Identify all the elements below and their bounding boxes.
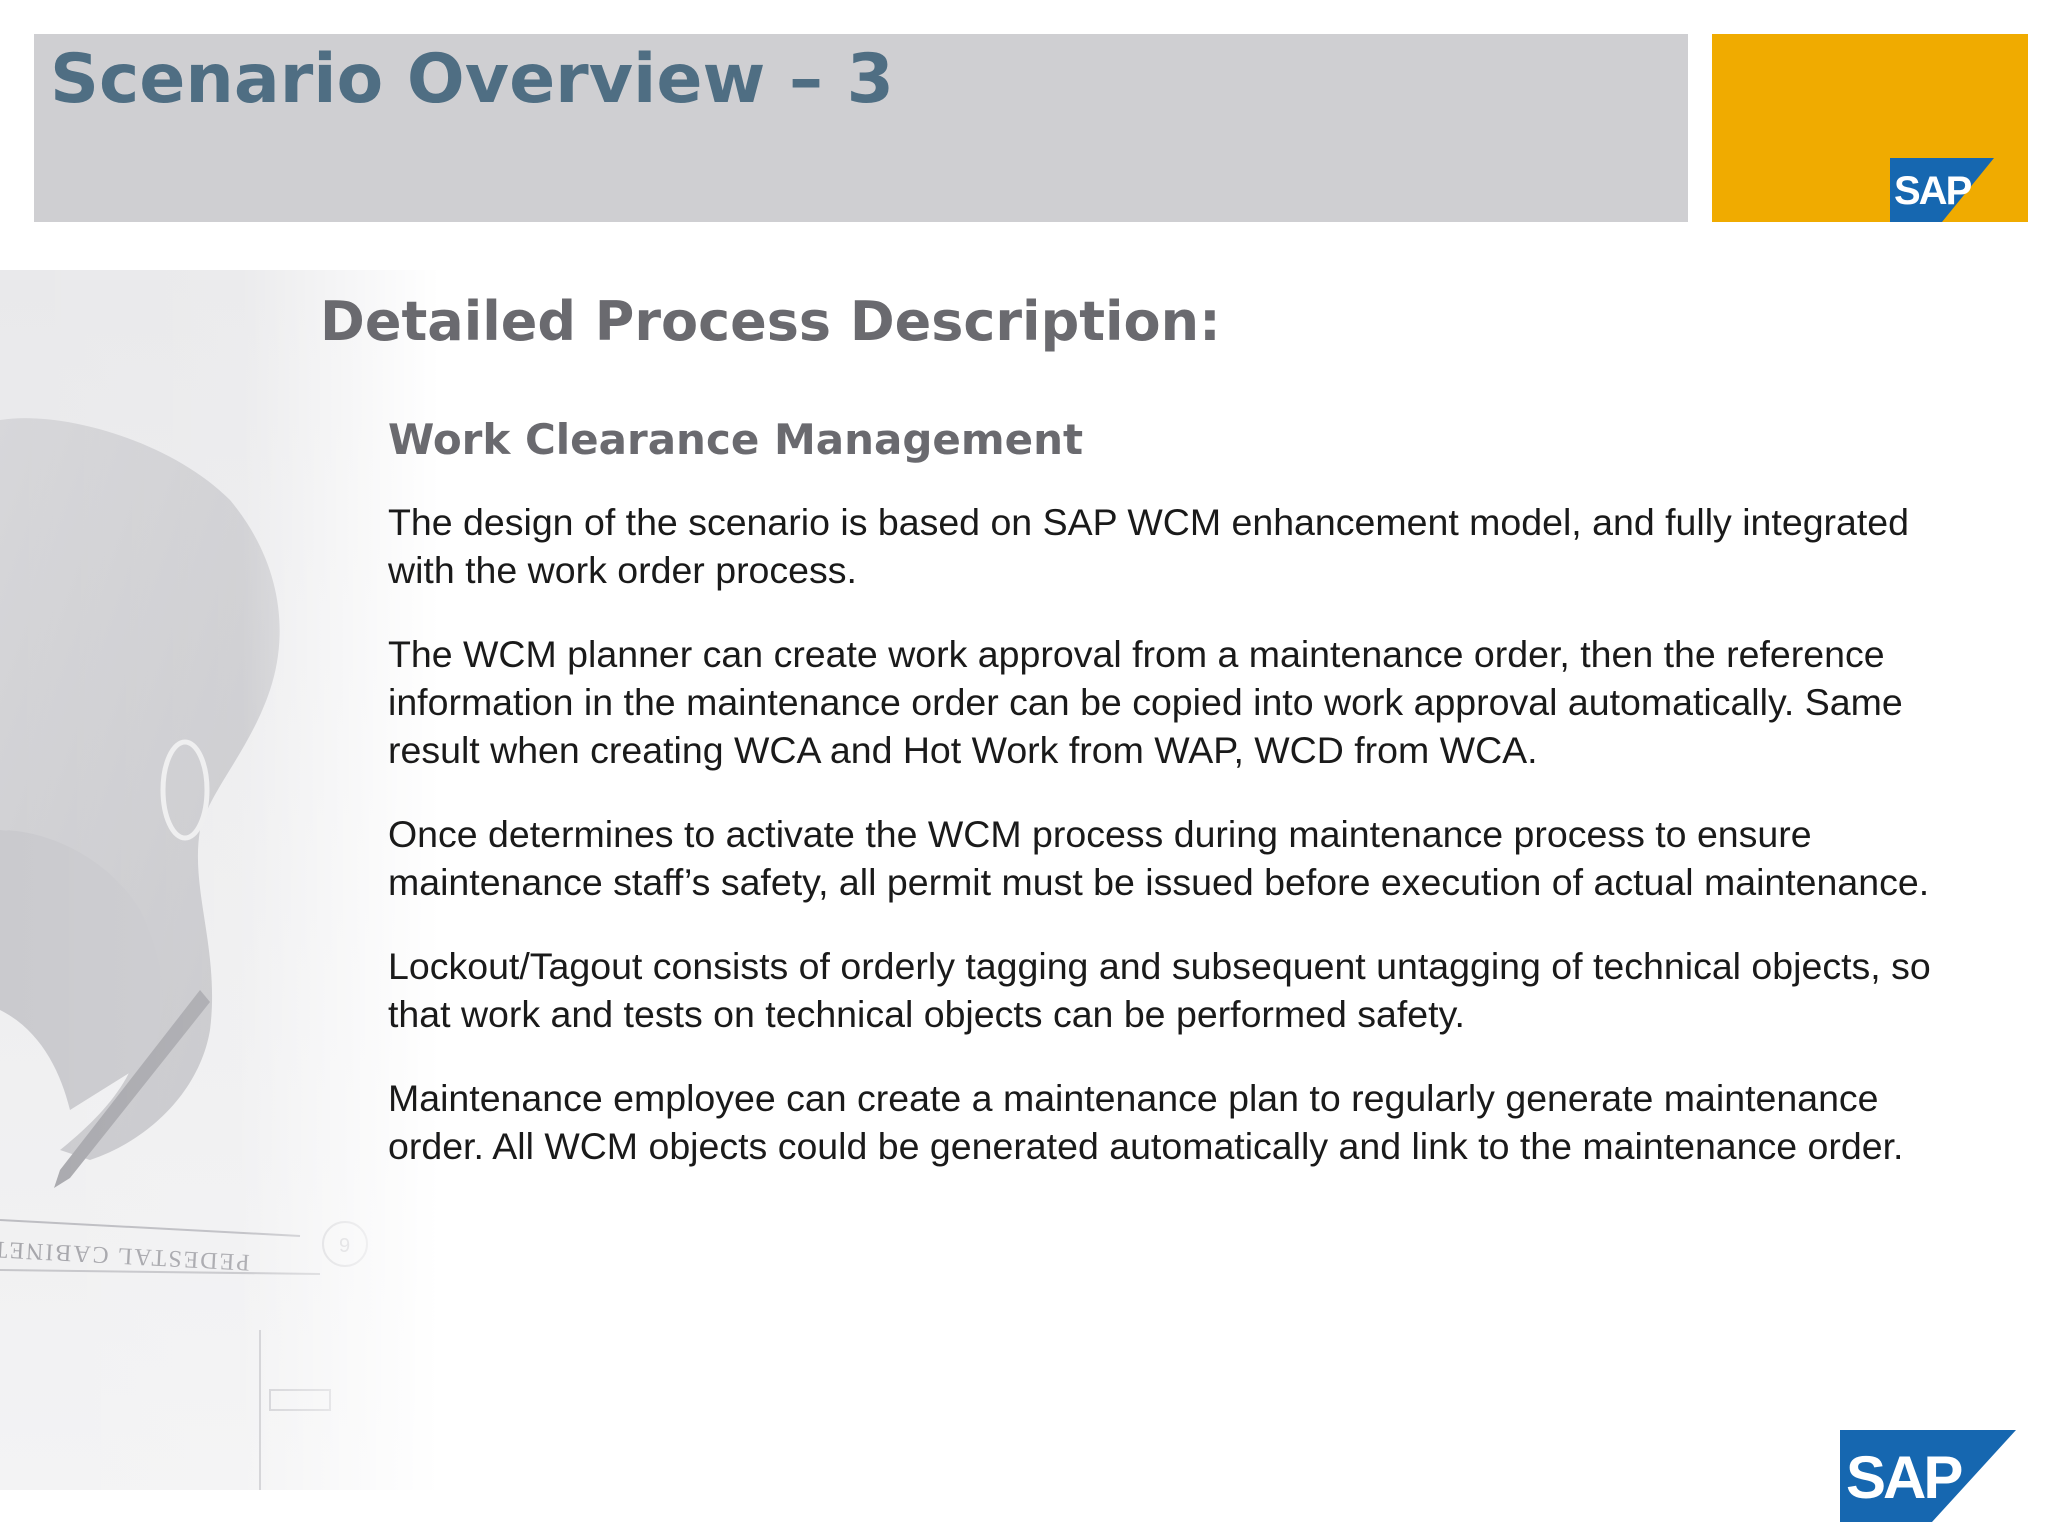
paragraph-activation: Once determines to activate the WCM process during maintenance process to ensure maintenance staff’s safety, all permit must be issued before execution of actual maintenance. <box>388 813 1930 903</box>
brand-block <box>1712 34 2028 222</box>
paragraph-maintenance-plan: Maintenance employee can create a maintenance plan to regularly generate maintenance order. All WCM objects could be generated automatically and link to the maintenance order. <box>388 1077 1904 1167</box>
sap-logo-small <box>1890 158 1994 222</box>
sap-logo-large-text: SAP <box>1846 1444 1961 1511</box>
content-area <box>320 290 1980 1206</box>
section-heading: Detailed Process Description: <box>320 290 1221 353</box>
paragraph-design: The design of the scenario is based on SAP WCM enhancement model, and fully integrated with the work order process. <box>388 501 1910 591</box>
slide-title: Scenario Overview – 3 <box>50 40 894 119</box>
body-block <box>388 415 1978 1170</box>
sub-heading: Work Clearance Management <box>388 415 1084 464</box>
paragraph-lockout-tagout: Lockout/Tagout consists of orderly tagging and subsequent untagging of technical objects, so that work and tests on technical objects can be performed safety. <box>388 945 1931 1035</box>
sap-logo-large <box>1840 1430 2016 1522</box>
paragraph-work-approval: The WCM planner can create work approval from a maintenance order, then the reference information in the maintenance order can be copied into work approval automatically. Same result when creating WCA and Hot Work from WAP, WCD from WCA. <box>388 633 1903 771</box>
title-bar <box>34 34 1688 222</box>
sap-logo-small-text: SAP <box>1894 169 1971 213</box>
